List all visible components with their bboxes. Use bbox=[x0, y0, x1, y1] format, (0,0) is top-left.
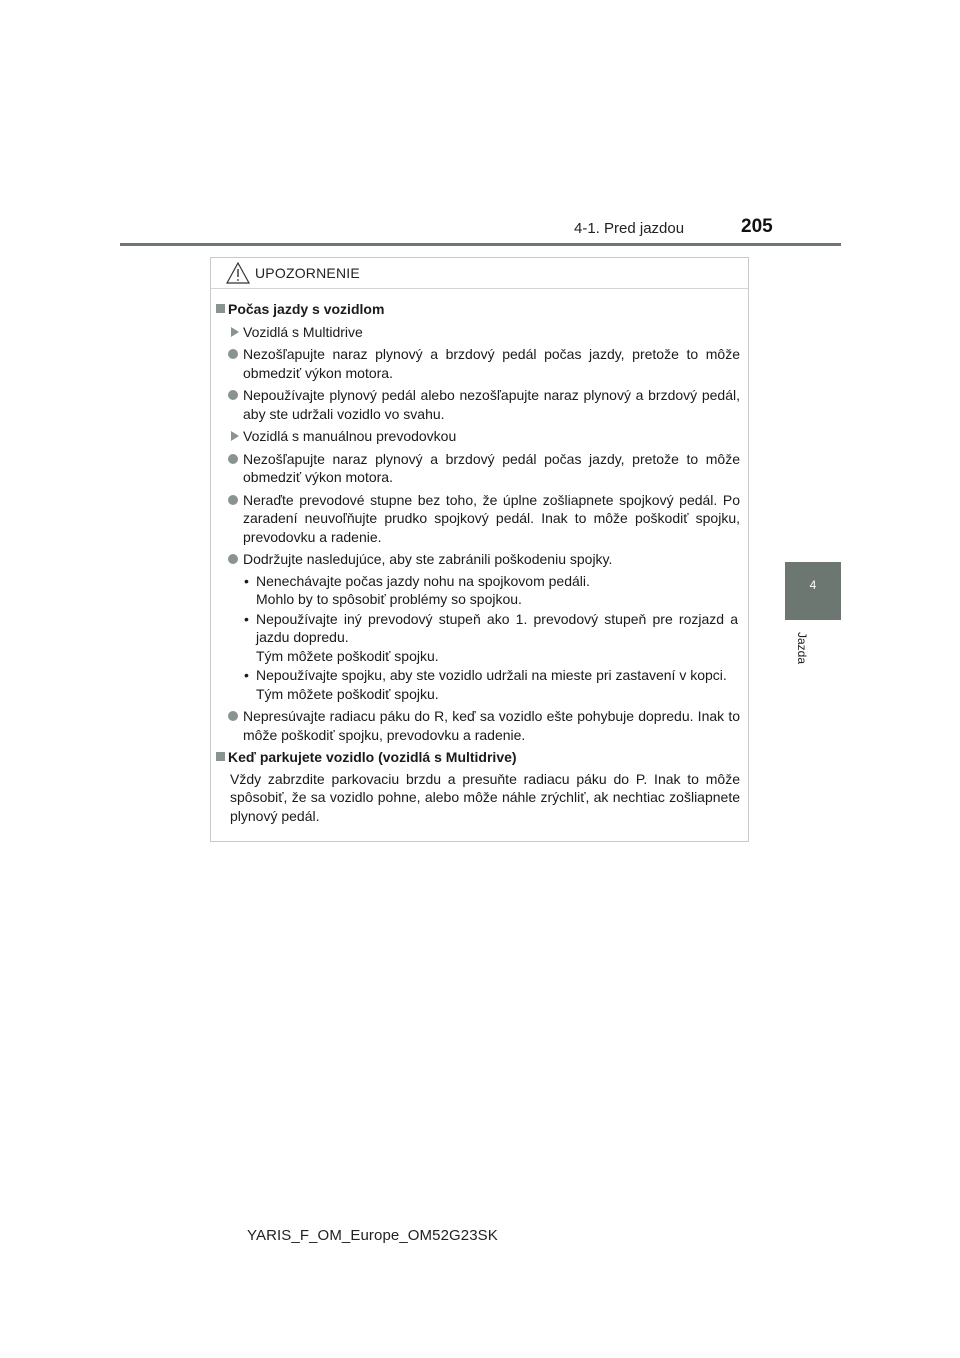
chapter-tab bbox=[785, 562, 841, 620]
warning-triangle-icon bbox=[225, 261, 251, 285]
chapter-number: 4 bbox=[809, 578, 817, 592]
paragraph-text: Vždy zabrzdite parkovaciu brzdu a presuňte radiacu páku do P. Inak to môže spôsobiť, že sa vozidlo pohne, alebo môže náhle zrýchliť, ak nechtiac zošliapnete plynový pedál. bbox=[230, 770, 740, 824]
dash-note: Tým môžete poškodiť spojku. bbox=[256, 685, 439, 702]
dot-marker: • bbox=[244, 610, 249, 627]
chapter-label: Jazda bbox=[795, 632, 809, 665]
header-rule bbox=[120, 243, 841, 246]
dash-text: Nepoužívajte spojku, aby ste vozidlo udržali na mieste pri zastavení v kopci. bbox=[256, 667, 727, 683]
triangle-pointer-icon bbox=[231, 431, 239, 441]
dash-item bbox=[211, 666, 750, 703]
warning-header bbox=[211, 258, 748, 289]
square-bullet-icon bbox=[216, 752, 225, 761]
bullet-text: Nezošľapujte naraz plynový a brzdový pedál počas jazdy, pretože to môže obmedziť výkon motora. bbox=[243, 450, 740, 485]
paragraph bbox=[211, 770, 750, 826]
page-number: 205 bbox=[741, 216, 773, 237]
bullet-text: Nezošľapujte naraz plynový a brzdový pedál počas jazdy, pretože to môže obmedziť výkon motora. bbox=[243, 346, 740, 381]
circle-bullet-icon bbox=[228, 390, 238, 400]
section-heading-text: Počas jazdy s vozidlom bbox=[228, 301, 385, 317]
section-heading bbox=[211, 300, 750, 319]
dot-marker: • bbox=[244, 572, 249, 589]
subheading bbox=[211, 427, 750, 446]
bullet-item bbox=[211, 707, 750, 744]
section-title: 4-1. Pred jazdou bbox=[574, 220, 685, 237]
bullet-item bbox=[211, 386, 750, 423]
subheading-text: Vozidlá s Multidrive bbox=[243, 323, 363, 340]
warning-content bbox=[211, 296, 750, 825]
section-heading bbox=[211, 748, 750, 767]
square-bullet-icon bbox=[216, 304, 225, 313]
bullet-item bbox=[211, 491, 750, 547]
dash-item bbox=[211, 572, 750, 609]
subheading-text: Vozidlá s manuálnou prevodovkou bbox=[243, 428, 457, 444]
triangle-pointer-icon bbox=[231, 327, 239, 337]
circle-bullet-icon bbox=[228, 454, 238, 464]
bullet-item bbox=[211, 345, 750, 382]
circle-bullet-icon bbox=[228, 495, 238, 505]
circle-bullet-icon bbox=[228, 349, 238, 359]
circle-bullet-icon bbox=[228, 554, 238, 564]
bullet-item bbox=[211, 450, 750, 487]
bullet-item bbox=[211, 550, 750, 569]
dot-marker: • bbox=[244, 667, 249, 683]
warning-title: UPOZORNENIE bbox=[255, 265, 360, 281]
bullet-text: Neraďte prevodové stupne bez toho, že úplne zošliapnete spojkový pedál. Po zaradení neuvoľňujte prudko spojkový pedál. Inak to môže poškodiť spojku, prevodovku a radenie. bbox=[243, 491, 740, 545]
bullet-text: Dodržujte nasledujúce, aby ste zabránili poškodeniu spojky. bbox=[243, 551, 613, 567]
subheading bbox=[211, 323, 750, 342]
dash-note: Tým môžete poškodiť spojku. bbox=[256, 647, 439, 664]
dash-text: Nepoužívajte iný prevodový stupeň ako 1. prevodový stupeň pre rozjazd a jazdu dopredu. bbox=[256, 610, 738, 645]
dash-note: Mohlo by to spôsobiť problémy so spojkou. bbox=[256, 591, 522, 607]
document-code: YARIS_F_OM_Europe_OM52G23SK bbox=[247, 1227, 498, 1244]
section-heading-text: Keď parkujete vozidlo (vozidlá s Multidrive) bbox=[228, 749, 517, 765]
bullet-text: Nepresúvajte radiacu páku do R, keď sa vozidlo ešte pohybuje dopredu. Inak to môže poškodiť spojku, prevodovku a radenie. bbox=[243, 708, 740, 743]
circle-bullet-icon bbox=[228, 711, 238, 721]
dash-text: Nenechávajte počas jazdy nohu na spojkovom pedáli. bbox=[256, 572, 590, 589]
bullet-text: Nepoužívajte plynový pedál alebo nezošľapujte naraz plynový a brzdový pedál, aby ste udržali vozidlo vo svahu. bbox=[243, 387, 740, 422]
dash-item bbox=[211, 610, 750, 666]
warning-box bbox=[210, 257, 749, 842]
